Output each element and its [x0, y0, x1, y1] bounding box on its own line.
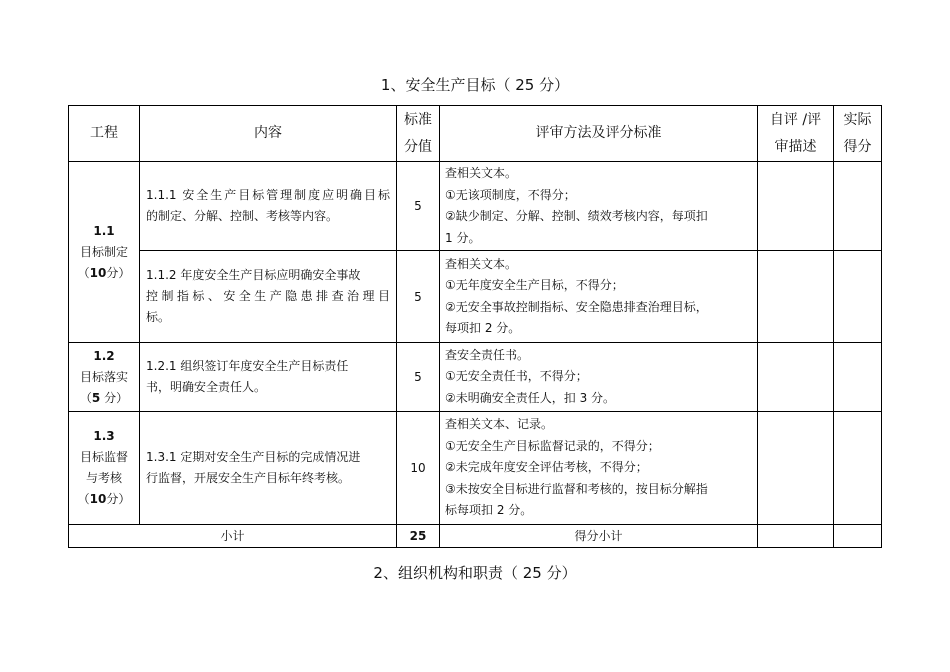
method-line: 查相关文本。 [445, 166, 518, 180]
method-line: 1 分。 [445, 230, 481, 245]
self-assessment-subtotal-cell[interactable] [758, 525, 834, 548]
header-self-assessment-line1: 自评 /评 [769, 111, 822, 128]
content-line: 1.1.1 安全生产目标管理制度应明确目标 [146, 188, 390, 202]
project-name-line1: 目标监督 [79, 450, 128, 464]
project-name: 目标落实 [79, 369, 128, 384]
standard-score: 5 [397, 162, 440, 251]
content-line: 行监督，开展安全生产目标年终考核。 [146, 471, 351, 485]
standard-score: 5 [397, 251, 440, 343]
table-row [69, 162, 882, 251]
section-title-2: 2、组织机构和职责（ 25 分） [373, 564, 577, 582]
content-line: 控制指标、安全生产隐患排查治理目 [146, 289, 390, 303]
content-cell [140, 343, 397, 412]
actual-score-cell[interactable] [834, 251, 882, 343]
subtotal-label: 小计 [69, 525, 397, 548]
self-assessment-cell[interactable] [758, 162, 834, 251]
content-line: 书，明确安全责任人。 [146, 380, 267, 394]
header-method: 评审方法及评分标准 [440, 106, 758, 162]
project-points: （10分） [77, 265, 131, 280]
method-line: ②未完成年度安全评估考核，不得分； [445, 460, 648, 475]
method-cell [440, 343, 758, 412]
project-code: 1.1 [93, 223, 115, 238]
header-content: 内容 [140, 106, 397, 162]
table-row [69, 251, 882, 343]
project-code: 1.3 [93, 429, 115, 443]
content-line: 1.1.2 年度安全生产目标应明确安全事故 [146, 268, 361, 282]
header-standard-score-line2: 分值 [404, 138, 432, 155]
header-self-assessment [758, 106, 834, 162]
method-line: 查安全责任书。 [445, 347, 530, 362]
actual-score-cell[interactable] [834, 162, 882, 251]
section-title-1: 1、安全生产目标（ 25 分） [380, 76, 570, 94]
method-cell [440, 412, 758, 525]
actual-score-cell[interactable] [834, 412, 882, 525]
header-standard-score-line1: 标准 [404, 111, 432, 128]
method-line: ①无年度安全生产目标，不得分； [445, 278, 624, 292]
method-line: ①无该项制度，不得分； [445, 187, 576, 202]
project-cell-1-2 [69, 343, 140, 412]
method-line: ②缺少制定、分解、控制、绩效考核内容，每项扣 [445, 209, 708, 223]
header-standard-score [397, 106, 440, 162]
actual-score-cell[interactable] [834, 343, 882, 412]
method-cell [440, 162, 758, 251]
content-line: 的制定、分解、控制、考核等内容。 [146, 209, 339, 223]
content-cell [140, 251, 397, 343]
header-row [69, 106, 882, 162]
standard-score: 5 [397, 343, 440, 412]
self-assessment-cell[interactable] [758, 343, 834, 412]
table-row [69, 412, 882, 525]
project-cell-1-3 [69, 412, 140, 525]
method-cell [440, 251, 758, 343]
method-line: 查相关文本。 [445, 256, 518, 271]
header-actual-score-line2: 得分 [843, 138, 872, 155]
content-line: 标。 [146, 310, 171, 324]
header-actual-score-line1: 实际 [843, 111, 872, 128]
self-assessment-cell[interactable] [758, 412, 834, 525]
project-name: 目标制定 [79, 244, 128, 259]
scoring-table [68, 105, 882, 548]
method-line: ②未明确安全责任人，扣 3 分。 [445, 390, 616, 405]
actual-score-subtotal-cell[interactable] [834, 525, 882, 548]
project-name-line2: 与考核 [85, 471, 122, 485]
table-row [69, 343, 882, 412]
project-cell-1-1 [69, 162, 140, 343]
method-line: ③未按安全目标进行监督和考核的，按目标分解指 [445, 481, 708, 496]
content-line: 1.3.1 定期对安全生产目标的完成情况进 [146, 450, 361, 464]
method-line: ①无安全责任书，不得分； [445, 369, 588, 384]
project-code: 1.2 [93, 348, 115, 363]
method-line: 标每项扣 2 分。 [445, 503, 533, 518]
method-line: 每项扣 2 分。 [445, 321, 521, 335]
method-line: ①无安全生产目标监督记录的，不得分； [445, 438, 660, 453]
header-project: 工程 [69, 106, 140, 162]
score-subtotal-label: 得分小计 [440, 525, 758, 548]
standard-score: 10 [397, 412, 440, 525]
header-actual-score [834, 106, 882, 162]
project-points: （10分） [77, 492, 131, 506]
content-cell [140, 162, 397, 251]
subtotal-value: 25 [397, 525, 440, 548]
method-line: 查相关文本、记录。 [445, 417, 554, 432]
content-cell [140, 412, 397, 525]
content-line: 1.2.1 组织签订年度安全生产目标责任 [146, 359, 349, 373]
method-line: ②无安全事故控制指标、安全隐患排查治理目标， [445, 299, 708, 314]
header-self-assessment-line2: 审描述 [774, 138, 817, 155]
project-points: （5 分） [79, 390, 129, 405]
subtotal-row [69, 525, 882, 548]
self-assessment-cell[interactable] [758, 251, 834, 343]
